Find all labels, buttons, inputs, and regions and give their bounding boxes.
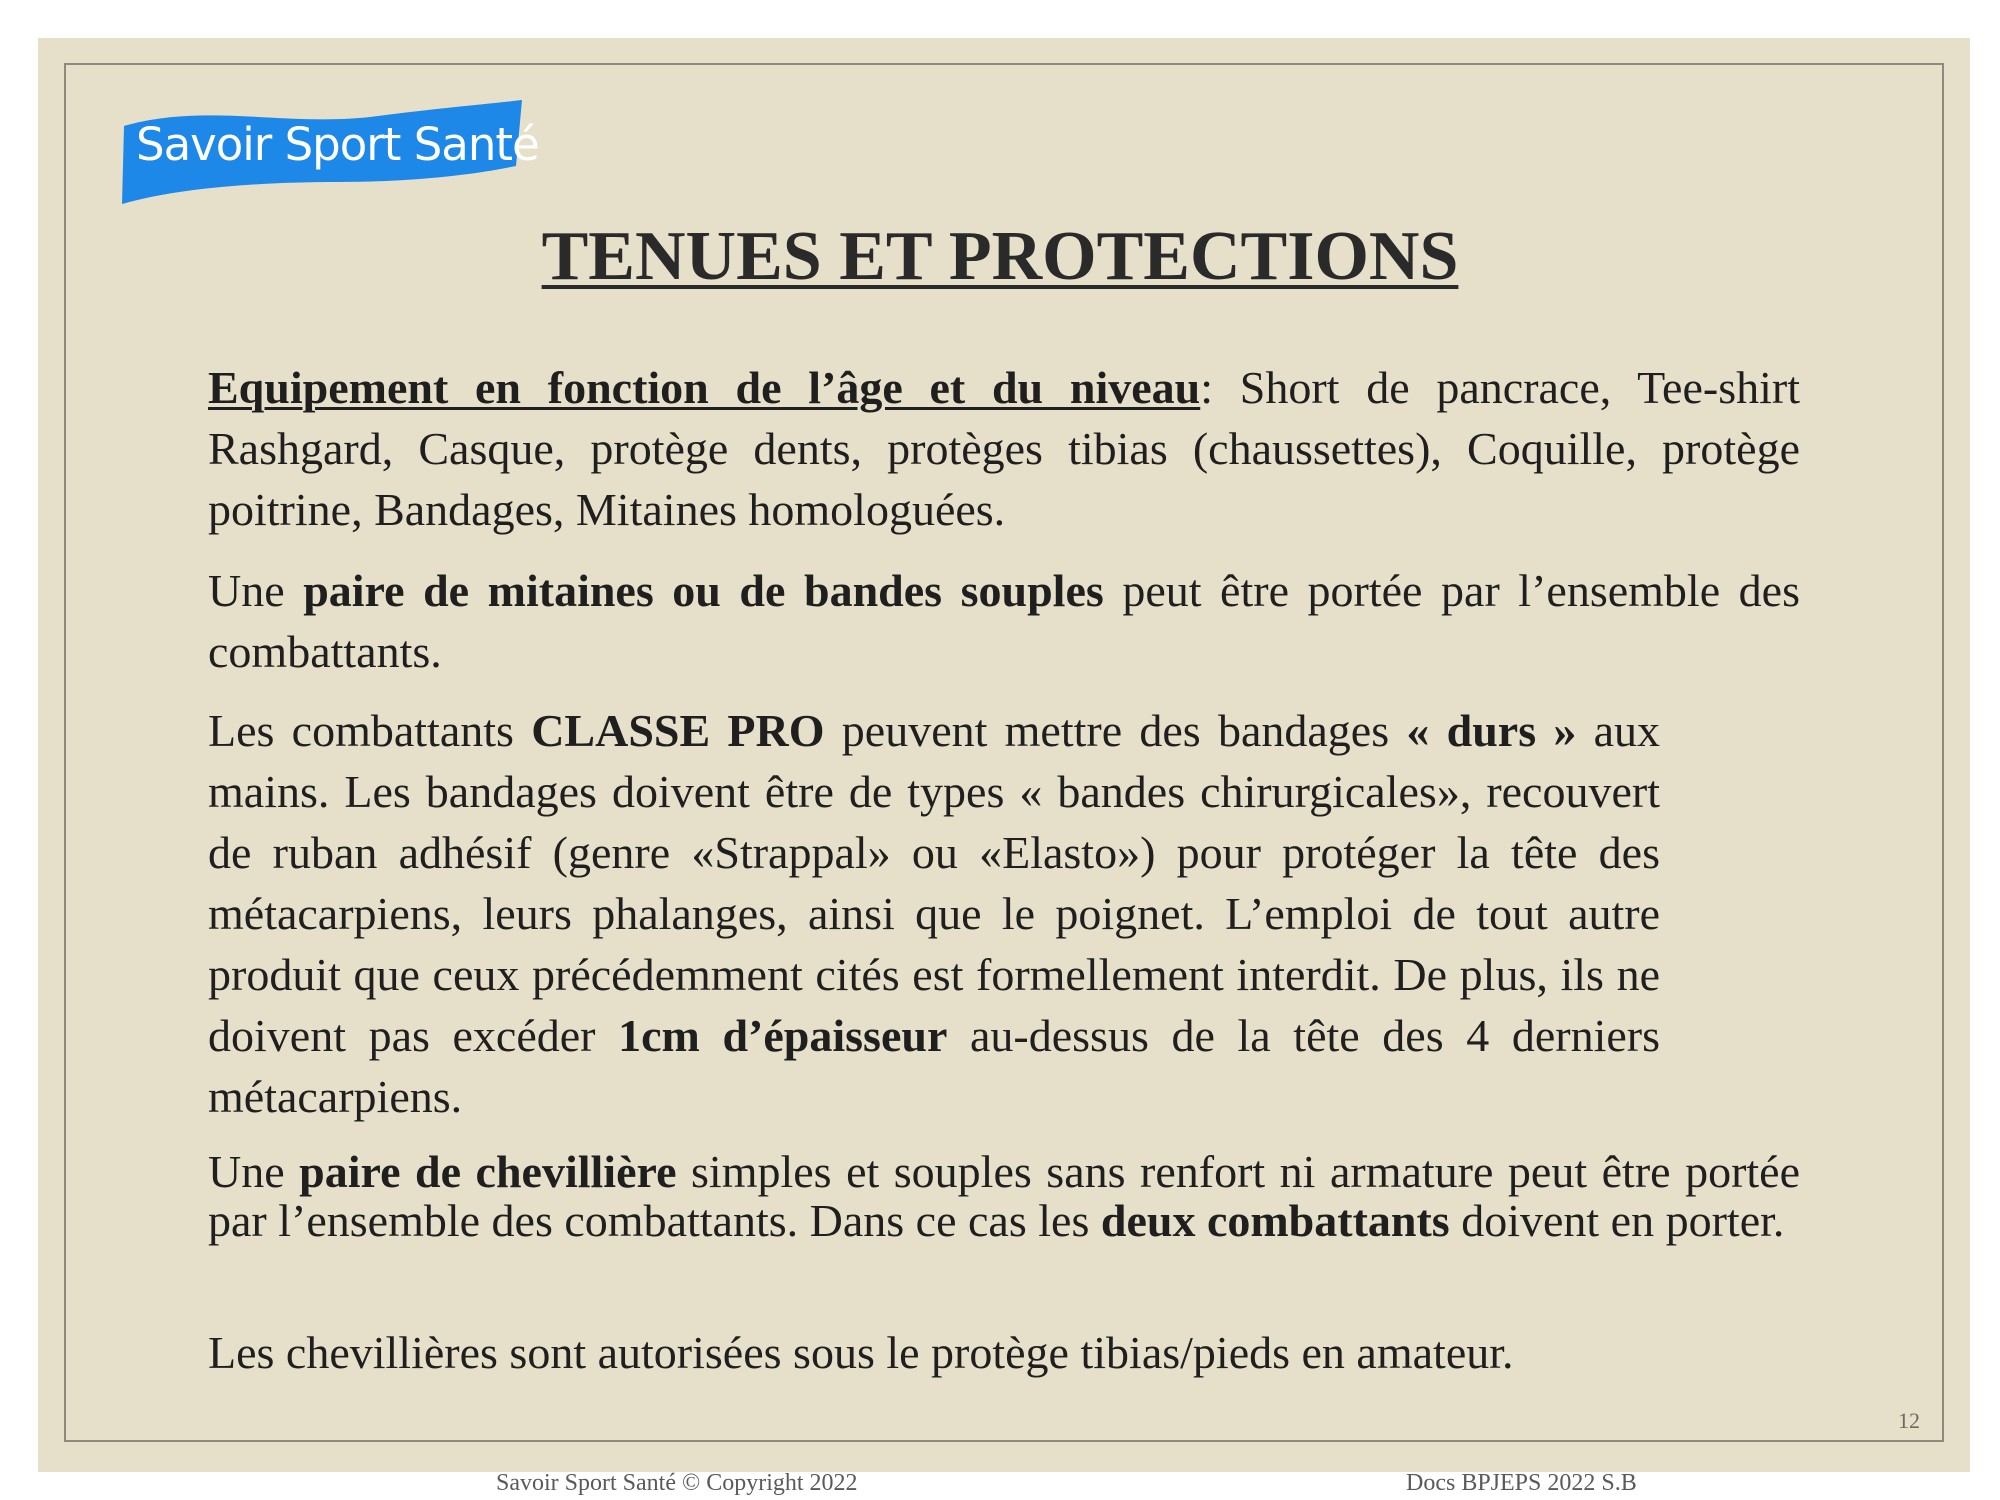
- footer-copyright: Savoir Sport Santé © Copyright 2022: [496, 1470, 858, 1496]
- page-number: 12: [1898, 1408, 1920, 1433]
- text-run: aux mains. Les bandages doivent être de types « bandes chirurgicales», recouvert de ruban adhésif (genre «Strappal» ou «Elasto») pour protéger la tête des métacarpiens, leurs phalanges, ainsi que le poignet. L’emploi de tout autre produit que ceux précédemment cités est formellement interdit. De plus, ils ne doivent pas excéder: [208, 705, 1661, 1061]
- text-run: Les combattants: [208, 705, 532, 756]
- text-run: Une: [208, 1146, 300, 1197]
- bold-run: paire de chevillière: [299, 1146, 677, 1197]
- text-run: au-dessus de la tête des 4 derniers métacarpiens.: [208, 1010, 1660, 1122]
- text-run: peut être portée par l’ensemble des combattants.: [208, 565, 1800, 677]
- text-run: doivent en porter.: [1449, 1195, 1785, 1246]
- paragraph-chevillieres-amateur: [208, 1322, 1800, 1383]
- logo-text: Savoir Sport Santé: [136, 118, 539, 171]
- footer-docs: Docs BPJEPS 2022 S.B: [1406, 1470, 1637, 1496]
- bold-run: 1cm d’épaisseur: [618, 1010, 948, 1061]
- savoir-sport-sante-logo: [118, 98, 539, 208]
- text-run: Une: [208, 565, 304, 616]
- bold-run: paire de mitaines ou de bandes souples: [303, 565, 1104, 616]
- paragraph-classe-pro: [208, 700, 1660, 1127]
- text-run: simples et souples sans renfort ni armature peut être portée par l’ensemble des combattants. Dans ce cas les: [208, 1146, 1801, 1246]
- bold-run: deux combattants: [1100, 1195, 1450, 1246]
- page-title: [0, 218, 2000, 295]
- paragraph-chevilliere: [208, 1147, 1800, 1245]
- paragraph-equipment: [208, 357, 1800, 540]
- equipment-heading: Equipement en fonction de l’âge et du niveau: [208, 362, 1201, 413]
- text-run: peuvent mettre des bandages: [824, 705, 1407, 756]
- text-run: Les chevillières sont autorisées sous le protège tibias/pieds en amateur.: [208, 1327, 1514, 1378]
- bold-run: « durs »: [1406, 705, 1577, 756]
- page-title-text: TENUES ET PROTECTIONS: [541, 218, 1459, 295]
- paragraph-mitaines: [208, 560, 1800, 682]
- equipment-list: : Short de pancrace, Tee-shirt Rashgard, Casque, protège dents, protèges tibias (chaussettes), Coquille, protège poitrine, Bandages, Mitaines homologuées.: [208, 362, 1800, 535]
- bold-run: CLASSE PRO: [531, 705, 825, 756]
